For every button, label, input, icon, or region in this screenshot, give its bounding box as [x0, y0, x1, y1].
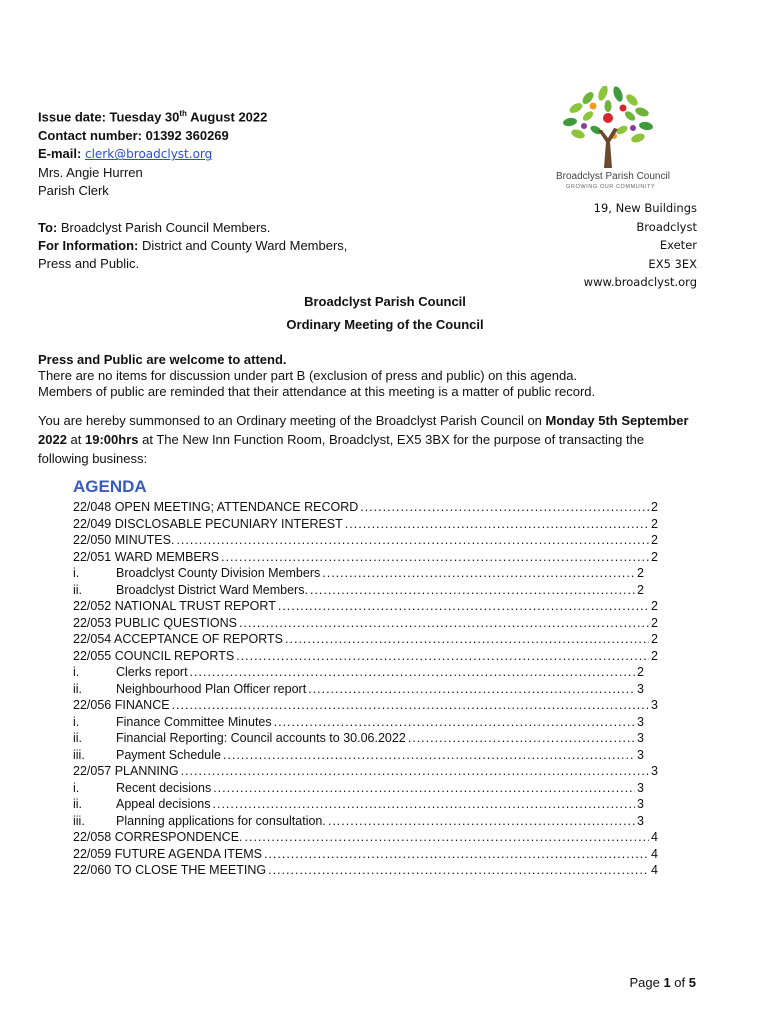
agenda-item-page: 2 [651, 549, 658, 564]
agenda-item[interactable] [73, 780, 658, 797]
address-line: Broadclyst [636, 219, 697, 234]
agenda-item-label: 22/055 COUNCIL REPORTS [73, 648, 235, 663]
meeting-time: 19:00hrs [85, 432, 139, 447]
public-notice [38, 352, 688, 400]
agenda-item-label: Recent decisions [116, 780, 212, 795]
agenda-item[interactable] [73, 862, 658, 879]
agenda-item-page: 4 [651, 863, 658, 877]
agenda-item-page: 2 [637, 665, 644, 679]
agenda-list [73, 499, 658, 879]
agenda-item-number: ii. [73, 681, 83, 696]
meeting-date: Monday 5th September 2022 [38, 413, 689, 447]
agenda-item-label: Planning applications for consultation. [116, 813, 326, 828]
agenda-item-page: 3 [637, 780, 644, 795]
dot-leader [268, 862, 649, 879]
dot-leader [285, 631, 649, 648]
agenda-item-page: 4 [651, 830, 658, 844]
agenda-item[interactable] [73, 615, 658, 632]
contact-number: Contact number: 01392 360269 [38, 127, 229, 143]
council-title: Broadclyst Parish Council [304, 294, 466, 309]
agenda-item-label: Appeal decisions [116, 797, 211, 811]
logo-name: Broadclyst Parish Council [556, 171, 670, 182]
agenda-item-number: iii. [73, 747, 85, 762]
agenda-item[interactable] [73, 681, 658, 698]
dot-leader [345, 516, 649, 533]
agenda-item-page: 3 [651, 698, 658, 712]
agenda-item[interactable] [73, 763, 658, 780]
dot-leader [264, 846, 649, 863]
email-line: E-mail: clerk@broadclyst.org [38, 146, 213, 162]
agenda-item-page: 4 [651, 846, 658, 861]
address-line: EX5 3EX [648, 256, 697, 271]
agenda-item-number: ii. [73, 582, 83, 597]
agenda-item-page: 2 [651, 632, 658, 646]
agenda-item-number: i. [73, 566, 80, 580]
agenda-item-number: i. [73, 665, 80, 679]
agenda-heading: AGENDA [73, 477, 147, 496]
recipients [38, 219, 347, 273]
dot-leader [278, 598, 649, 615]
agenda-item-page: 2 [651, 599, 658, 613]
agenda-item-number: ii. [73, 797, 83, 811]
agenda-item-page: 2 [651, 500, 658, 514]
agenda-item-label: 22/054 ACCEPTANCE OF REPORTS [73, 632, 284, 646]
agenda-item[interactable] [73, 664, 658, 681]
dot-leader [213, 796, 636, 813]
agenda-item-number: i. [73, 714, 80, 729]
address-line: 19, New Buildings [593, 201, 697, 215]
agenda-item-label: Broadclyst District Ward Members. [116, 582, 308, 597]
agenda-item-page: 3 [637, 797, 644, 811]
notice-heading: Press and Public are welcome to attend. [38, 352, 287, 367]
agenda-item-page: 3 [637, 813, 644, 828]
dot-leader [176, 532, 649, 549]
agenda-item-page: 2 [651, 615, 658, 630]
agenda-item-number: ii. [73, 731, 83, 745]
agenda-item[interactable] [73, 648, 658, 665]
notice-line-2: Members of public are reminded that their attendance at this meeting is a matter of public record. [38, 384, 596, 399]
agenda-item-label: Payment Schedule [116, 747, 221, 762]
summons-paragraph: You are hereby summonsed to an Ordinary meeting of the Broadclyst Parish Council on Monday 5th September 2022 at 19:00hrs at The New Inn Function Room, Broadclyst, EX5 3BX for the purpose of transacting the following business: [38, 413, 689, 466]
dot-leader [328, 813, 635, 830]
dot-leader [245, 829, 650, 846]
notice-line-1: There are no items for discussion under part B (exclusion of press and public) on this agenda. [38, 368, 578, 383]
agenda-item-label: 22/053 PUBLIC QUESTIONS [73, 615, 237, 630]
agenda-item[interactable] [73, 796, 658, 813]
agenda-item-label: 22/060 TO CLOSE THE MEETING [73, 863, 267, 877]
agenda-item-label: 22/057 PLANNING [73, 764, 179, 778]
agenda-item-page: 2 [651, 516, 658, 531]
dot-leader [190, 664, 636, 681]
agenda-item[interactable] [73, 549, 658, 566]
sender-block [38, 105, 267, 201]
agenda-item-page: 2 [651, 533, 658, 547]
agenda-item[interactable] [73, 747, 658, 764]
tree-canopy [562, 86, 653, 144]
dot-leader [308, 681, 635, 698]
agenda-item-label: 22/051 WARD MEMBERS [73, 549, 220, 564]
agenda-item-label: Clerks report [116, 665, 188, 679]
dot-leader [236, 648, 649, 665]
dot-leader [181, 763, 649, 780]
agenda-item[interactable] [73, 565, 658, 582]
issue-date: Issue date: Tuesday 30th August 2022 [38, 109, 268, 125]
agenda-item-page: 3 [651, 764, 658, 778]
dot-leader [172, 697, 649, 714]
logo-tagline: GROWING OUR COMMUNITY [566, 184, 656, 190]
agenda-item[interactable] [73, 829, 658, 846]
agenda-item-label: Neighbourhood Plan Officer report [116, 681, 307, 696]
agenda-item-label: 22/058 CORRESPONDENCE. [73, 830, 243, 844]
agenda-item-label: 22/049 DISCLOSABLE PECUNIARY INTEREST [73, 516, 343, 531]
address-line: Exeter [659, 238, 697, 252]
agenda-item-page: 2 [637, 566, 644, 580]
agenda-item[interactable] [73, 516, 658, 533]
website-link[interactable]: www.broadclyst.org [583, 275, 697, 289]
clerk-role: Parish Clerk [38, 183, 109, 199]
dot-leader [223, 747, 635, 764]
agenda-item[interactable] [73, 598, 658, 615]
agenda-item-label: 22/056 FINANCE [73, 698, 170, 712]
agenda-item[interactable] [73, 532, 658, 549]
dot-leader [408, 730, 635, 747]
meeting-title: Ordinary Meeting of the Council [286, 317, 484, 332]
agenda-item-label: 22/048 OPEN MEETING; ATTENDANCE RECORD [73, 500, 359, 514]
agenda-item[interactable] [73, 499, 658, 516]
clerk-name: Mrs. Angie Hurren [38, 164, 143, 180]
info-line: For Information: District and County Ward Members, [38, 238, 348, 253]
dot-leader [239, 615, 649, 632]
agenda-item-number: iii. [73, 813, 85, 828]
agenda-item[interactable] [73, 730, 658, 747]
agenda-item-label: Broadclyst County Division Members [116, 566, 321, 580]
agenda-item-number: i. [73, 780, 80, 795]
agenda-item-page: 3 [637, 714, 644, 729]
council-address [584, 199, 697, 292]
agenda-item[interactable] [73, 813, 658, 830]
agenda-item-page: 3 [637, 747, 644, 762]
agenda-item-page: 2 [637, 582, 644, 597]
dot-leader [213, 780, 635, 797]
dot-leader [360, 499, 649, 516]
agenda-item-label: 22/050 MINUTES. [73, 533, 175, 547]
agenda-item[interactable] [73, 846, 658, 863]
agenda-item-label: 22/052 NATIONAL TRUST REPORT [73, 599, 276, 613]
agenda-item[interactable] [73, 631, 658, 648]
logo-wordmark [556, 171, 676, 193]
agenda-item[interactable] [73, 714, 658, 731]
agenda-item-label: Financial Reporting: Council accounts to 30.06.2022 [116, 731, 406, 745]
dot-leader [310, 582, 635, 599]
agenda-item-page: 2 [651, 648, 658, 663]
dot-leader [274, 714, 635, 731]
agenda-item-page: 3 [637, 731, 644, 745]
dot-leader [322, 565, 635, 582]
email-link[interactable]: clerk@broadclyst.org [84, 147, 213, 162]
info-line-2: Press and Public. [38, 256, 140, 271]
agenda-item[interactable] [73, 697, 658, 714]
agenda-item-label: Finance Committee Minutes [116, 714, 272, 729]
dot-leader [221, 549, 649, 566]
page-number: Page 1 of 5 [629, 975, 696, 990]
agenda-item-label: 22/059 FUTURE AGENDA ITEMS [73, 846, 262, 861]
to-line: To: Broadclyst Parish Council Members. [38, 220, 271, 235]
agenda-item-page: 3 [637, 681, 644, 696]
agenda-item[interactable] [73, 582, 658, 599]
